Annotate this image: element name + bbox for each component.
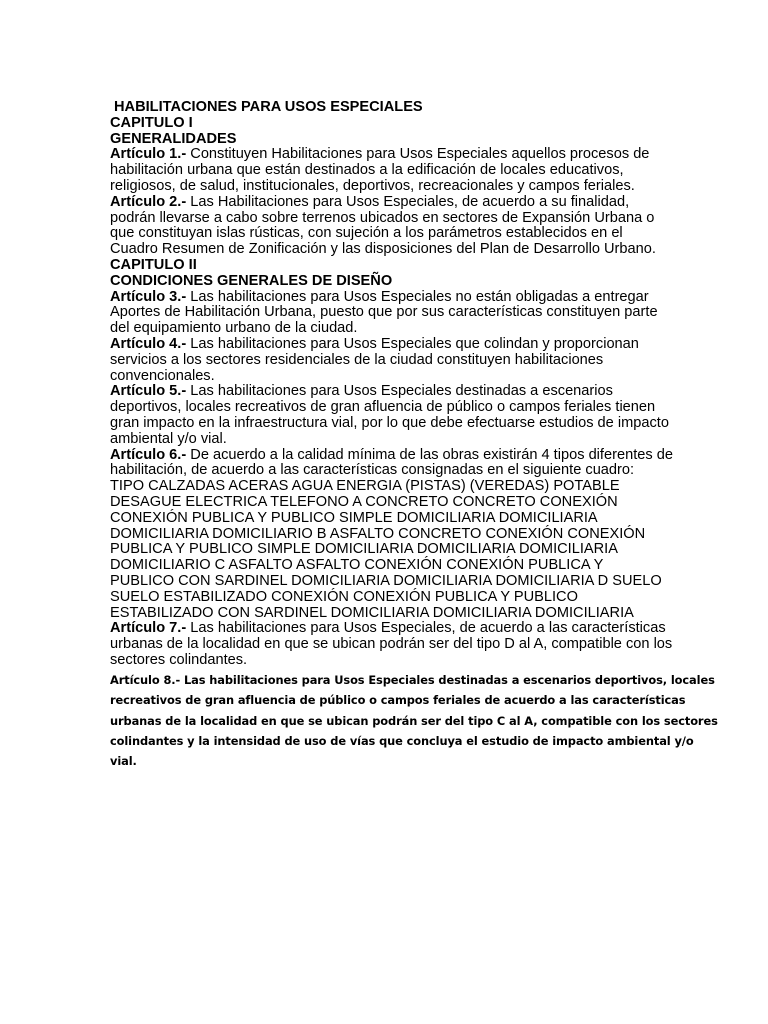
article-2-line-3: que constituyan islas rústicas, con sujeción a los parámetros establecidos en el — [110, 225, 623, 242]
article-7-line-3: sectores colindantes. — [110, 651, 248, 668]
article-8-label: Artículo 8.- — [110, 672, 181, 687]
chapter-2-label: CAPITULO II — [110, 256, 197, 273]
article-3-line-2: Aportes de Habilitación Urbana, puesto que por sus características constituyen parte — [110, 304, 658, 321]
article-6-line-7: PUBLICA Y PUBLICO SIMPLE DOMICILIARIA DOMICILIARIA DOMICILIARIA — [110, 541, 618, 558]
article-8 — [110, 670, 718, 772]
article-8-line-5: vial. — [110, 754, 137, 769]
article-2 — [110, 195, 662, 258]
article-6-line-6: DOMICILIARIA DOMICILIARIO B ASFALTO CONCRETO CONEXIÓN CONEXIÓN — [110, 525, 646, 542]
article-5-line-1: Las habilitaciones para Usos Especiales destinadas a escenarios — [186, 383, 613, 400]
article-5-line-3: gran impacto en la infraestructura vial, por lo que debe efectuarse estudios de impacto — [110, 414, 669, 431]
article-6-line-8: DOMICILIARIO C ASFALTO ASFALTO CONEXIÓN CONEXIÓN PUBLICA Y — [110, 557, 604, 574]
document-page — [110, 99, 718, 772]
article-6-line-11: ESTABILIZADO CON SARDINEL DOMICILIARIA DOMICILIARIA DOMICILIARIA — [110, 604, 634, 621]
article-8-line-1: Las habilitaciones para Usos Especiales destinadas a escenarios deportivos, locales — [180, 672, 715, 687]
article-1 — [110, 147, 662, 194]
article-5-label: Artículo 5.- — [110, 383, 187, 400]
article-4-label: Artículo 4.- — [110, 335, 187, 352]
chapter-1-label: CAPITULO I — [110, 114, 193, 131]
article-6-line-1: De acuerdo a la calidad mínima de las obras existirán 4 tipos diferentes de — [186, 446, 673, 463]
article-6-line-5: CONEXIÓN PUBLICA Y PUBLICO SIMPLE DOMICILIARIA DOMICILIARIA — [110, 509, 598, 526]
article-6-line-10: SUELO ESTABILIZADO CONEXIÓN CONEXIÓN PUBLICA Y PUBLICO — [110, 588, 578, 605]
article-6-line-4: DESAGUE ELECTRICA TELEFONO A CONCRETO CONCRETO CONEXIÓN — [110, 493, 618, 510]
article-4 — [110, 337, 662, 384]
article-2-label: Artículo 2.- — [110, 193, 187, 210]
article-3 — [110, 290, 662, 337]
article-8-line-2: recreativos de gran afluencia de público o campos feriales de acuerdo a las características — [110, 693, 686, 708]
article-3-line-1: Las habilitaciones para Usos Especiales no están obligadas a entregar — [186, 288, 649, 305]
article-7-line-2: urbanas de la localidad en que se ubican podrán ser del tipo D al A, compatible con los — [110, 636, 673, 653]
article-7-label: Artículo 7.- — [110, 620, 187, 637]
article-1-label: Artículo 1.- — [110, 146, 187, 163]
article-6-label: Artículo 6.- — [110, 446, 187, 463]
article-7 — [110, 620, 673, 668]
article-1-line-3: religiosos, de salud, institucionales, deportivos, recreacionales y campos feriales. — [110, 177, 635, 194]
article-2-line-4: Cuadro Resumen de Zonificación y las disposiciones del Plan de Desarrollo Urbano. — [110, 241, 656, 258]
article-2-line-2: podrán llevarse a cabo sobre terrenos ubicados en sectores de Expansión Urbana o — [110, 209, 655, 226]
article-8-line-4: colindantes y la intensidad de uso de vías que concluya el estudio de impacto ambiental y/o — [110, 733, 694, 748]
article-4-line-3: convencionales. — [110, 367, 215, 384]
chapter-1-heading: GENERALIDADES — [110, 130, 237, 147]
article-5 — [110, 383, 669, 447]
article-6-line-9: PUBLICO CON SARDINEL DOMICILIARIA DOMICILIARIA DOMICILIARIA D SUELO — [110, 572, 662, 589]
article-2-line-1: Las Habilitaciones para Usos Especiales, de acuerdo a su finalidad, — [186, 193, 630, 210]
article-4-line-1: Las habilitaciones para Usos Especiales que colindan y proporcionan — [186, 335, 639, 352]
article-6-line-3: TIPO CALZADAS ACERAS AGUA ENERGIA (PISTAS) (VEREDAS) POTABLE — [110, 478, 620, 495]
article-1-line-1: Constituyen Habilitaciones para Usos Especiales aquellos procesos de — [186, 146, 650, 163]
article-8-line-3: urbanas de la localidad en que se ubican podrán ser del tipo C al A, compatible con los sectores — [110, 713, 718, 728]
article-4-line-2: servicios a los sectores residenciales de la ciudad constituyen habilitaciones — [110, 351, 604, 368]
article-6 — [110, 446, 673, 622]
document-title: HABILITACIONES PARA USOS ESPECIALES — [114, 99, 423, 115]
article-7-line-1: Las habilitaciones para Usos Especiales, de acuerdo a las características — [186, 620, 666, 637]
article-3-label: Artículo 3.- — [110, 288, 187, 305]
article-1-line-2: habilitación urbana que están destinados a la edificación de locales educativos, — [110, 162, 624, 179]
article-5-line-2: deportivos, locales recreativos de gran afluencia de público o campos feriales tienen — [110, 399, 656, 416]
article-5-line-4: ambiental y/o vial. — [110, 430, 227, 447]
chapter-2-heading: CONDICIONES GENERALES DE DISEÑO — [110, 272, 393, 289]
article-3-line-3: del equipamiento urbano de la ciudad. — [110, 320, 358, 337]
article-6-line-2: habilitación, de acuerdo a las características consignadas en el siguiente cuadro: — [110, 462, 635, 479]
